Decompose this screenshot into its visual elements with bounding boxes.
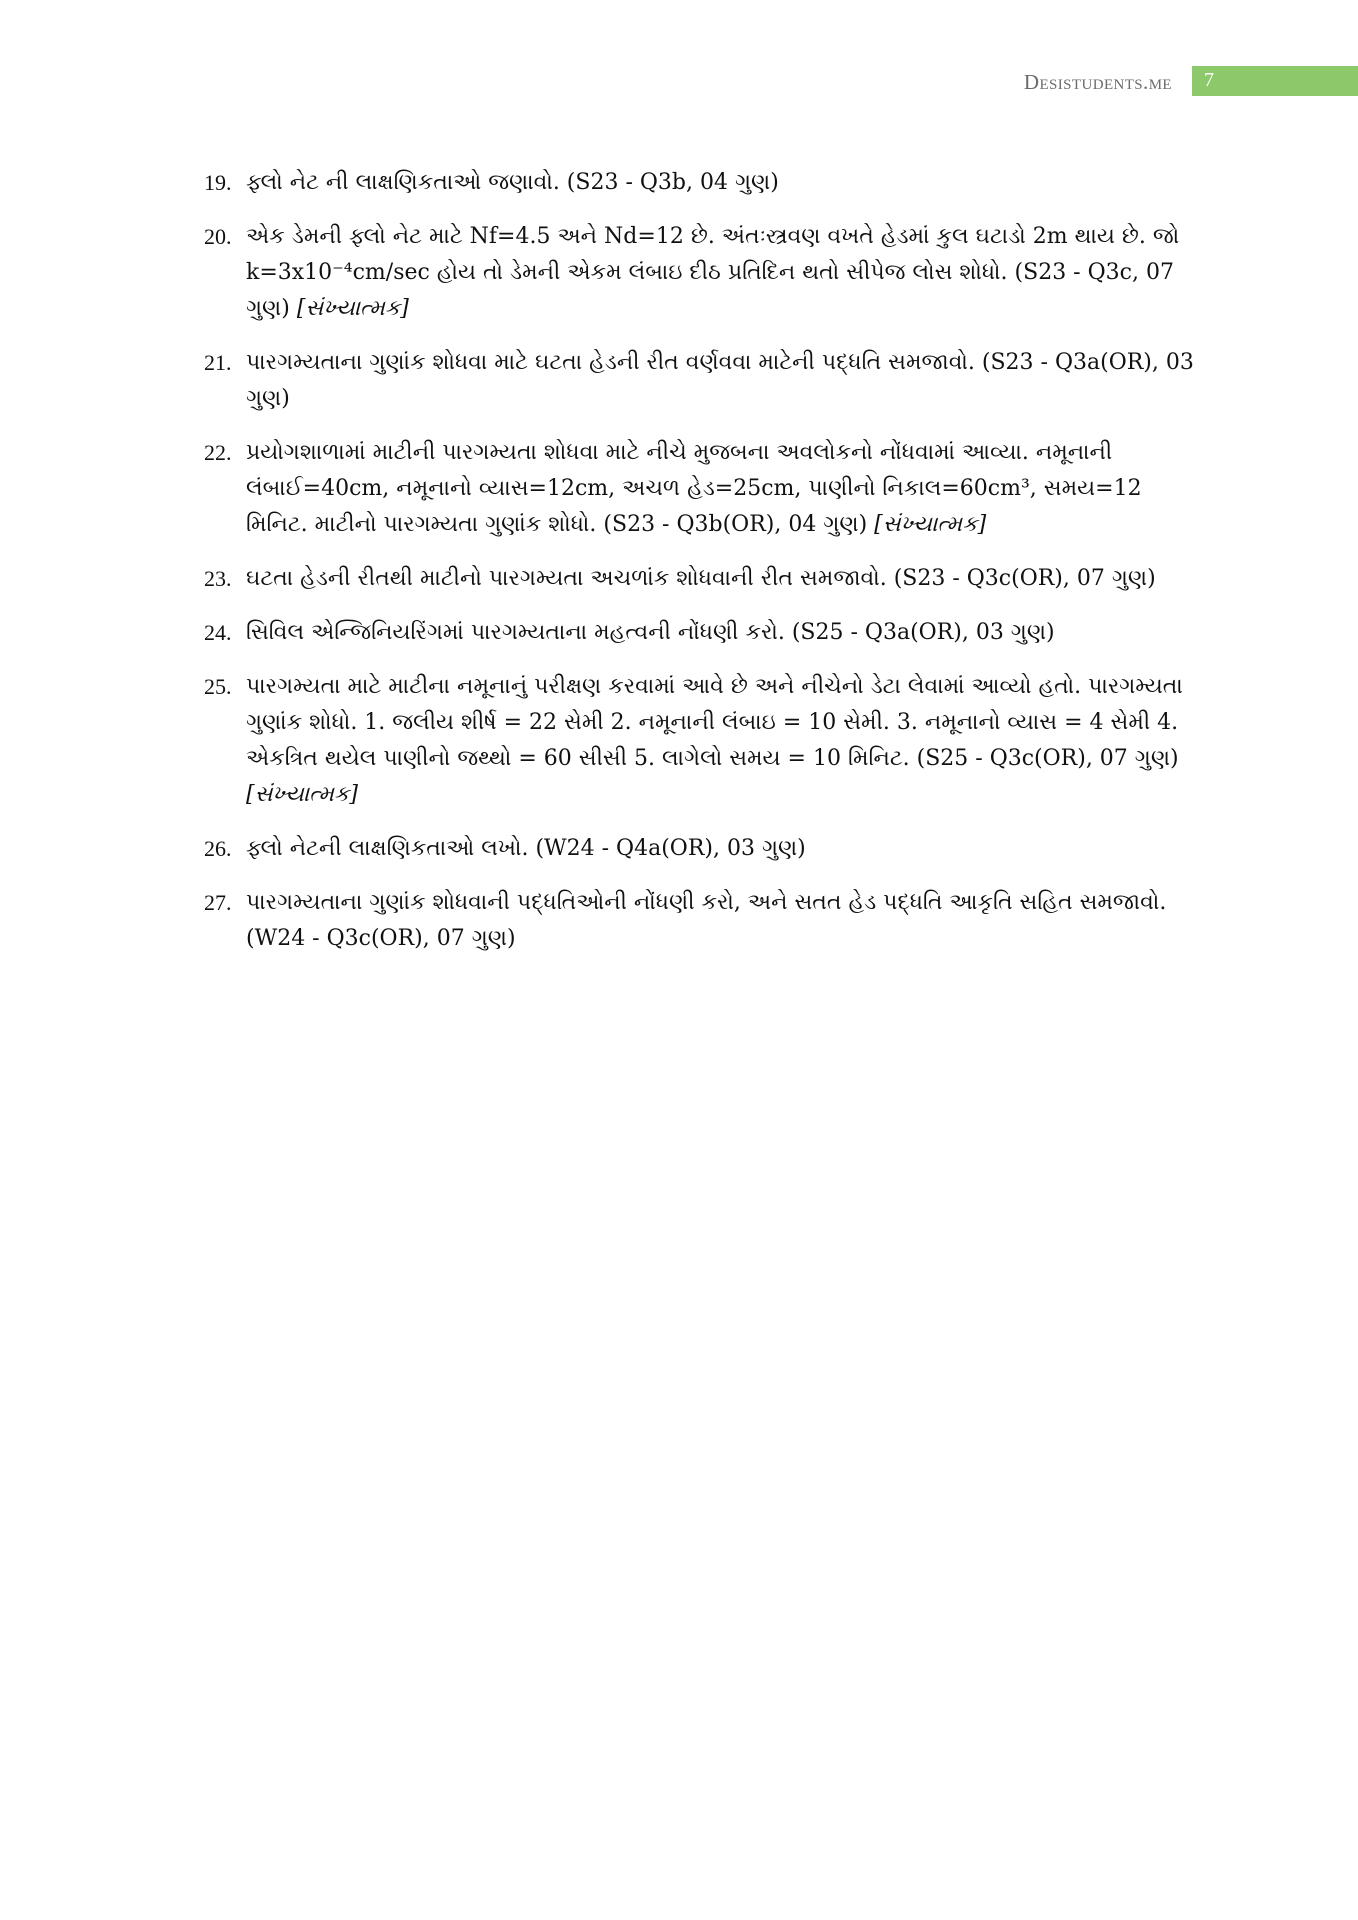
question-number: 25.: [204, 674, 232, 699]
question-item: [204, 345, 1194, 417]
question-number: 23.: [204, 566, 232, 591]
question-number: 27.: [204, 890, 232, 915]
question-number: 19.: [204, 170, 232, 195]
question-text: ફ્લો નેટ ની લાક્ષણિકતાઓ જણાવો. (S23 - Q3b, 04 ગુણ): [246, 170, 779, 195]
question-list: [204, 165, 1194, 975]
question-number: 22.: [204, 440, 232, 465]
page-number-badge: [1192, 66, 1358, 96]
question-item: [204, 165, 1194, 201]
question-item: [204, 561, 1194, 597]
question-text: પારગમ્યતા માટે માટીના નમૂનાનું પરીક્ષણ કરવામાં આવે છે અને નીચેનો ડેટા લેવામાં આવ્યો હતો. પારગમ્યતા ગુણાંક શોધો. 1. જલીય શીર્ષ = 22 સેમી 2. નમૂનાની લંબાઇ = 10 સેમી. 3. નમૂનાનો વ્યાસ = 4 સેમી 4. એકત્રિત થયેલ પાણીનો જથ્થો = 60 સીસી 5. લાગેલો સમય = 10 મિનિટ. (S25 - Q3c(OR), 07 ગુણ) [સંખ્યાત્મક]: [246, 674, 1183, 807]
question-item: [204, 219, 1194, 327]
question-text: એક ડેમની ફ્લો નેટ માટે Nf=4.5 અને Nd=12 છે. અંતઃસ્ત્રવણ વખતે હેડમાં કુલ ઘટાડો 2m થાય છે. જો k=3x10⁻⁴cm/sec હોય તો ડેમની એકમ લંબાઇ દીઠ પ્રતિદિન થતો સીપેજ લોસ શોધો. (S23 - Q3c, 07 ગુણ) [સંખ્યાત્મક]: [246, 224, 1180, 321]
question-text: ફ્લો નેટની લાક્ષણિકતાઓ લખો. (W24 - Q4a(OR), 03 ગુણ): [246, 836, 806, 861]
question-number: 21.: [204, 350, 232, 375]
question-item: [204, 615, 1194, 651]
question-text: પારગમ્યતાના ગુણાંક શોધવાની પદ્ધતિઓની નોંધણી કરો, અને સતત હેડ પદ્ધતિ આકૃતિ સહિત સમજાવો. (W24 - Q3c(OR), 07 ગુણ): [246, 890, 1167, 951]
question-number: 26.: [204, 836, 232, 861]
question-number: 24.: [204, 620, 232, 645]
question-text: પારગમ્યતાના ગુણાંક શોધવા માટે ઘટતા હેડની રીત વર્ણવવા માટેની પદ્ધતિ સમજાવો. (S23 - Q3a(OR), 03 ગુણ): [246, 350, 1194, 411]
question-item: [204, 831, 1194, 867]
question-item: [204, 885, 1194, 957]
site-name: Desistudents.me: [1023, 70, 1172, 94]
question-text: પ્રયોગશાળામાં માટીની પારગમ્યતા શોધવા માટે નીચે મુજબના અવલોકનો નોંધવામાં આવ્યા. નમૂનાની લંબાઈ=40cm, નમૂનાનો વ્યાસ=12cm, અચળ હેડ=25cm, પાણીનો નિકાલ=60cm³, સમય=12 મિનિટ. માટીનો પારગમ્યતા ગુણાંક શોધો. (S23 - Q3b(OR), 04 ગુણ) [સંખ્યાત્મક]: [246, 440, 1142, 537]
page-number: 7: [1204, 69, 1214, 91]
question-item: [204, 435, 1194, 543]
question-number: 20.: [204, 224, 232, 249]
question-text: ઘટતા હેડની રીતથી માટીનો પારગમ્યતા અચળાંક શોધવાની રીત સમજાવો. (S23 - Q3c(OR), 07 ગુણ): [246, 566, 1156, 591]
page-header: [0, 66, 1358, 96]
numerical-tag: [સંખ્યાત્મક]: [874, 512, 987, 537]
numerical-tag: [સંખ્યાત્મક]: [246, 782, 359, 807]
numerical-tag: [સંખ્યાત્મક]: [296, 296, 409, 321]
question-item: [204, 669, 1194, 813]
question-text: સિવિલ એન્જિનિયરિંગમાં પારગમ્યતાના મહત્વની નોંધણી કરો. (S25 - Q3a(OR), 03 ગુણ): [246, 620, 1055, 645]
